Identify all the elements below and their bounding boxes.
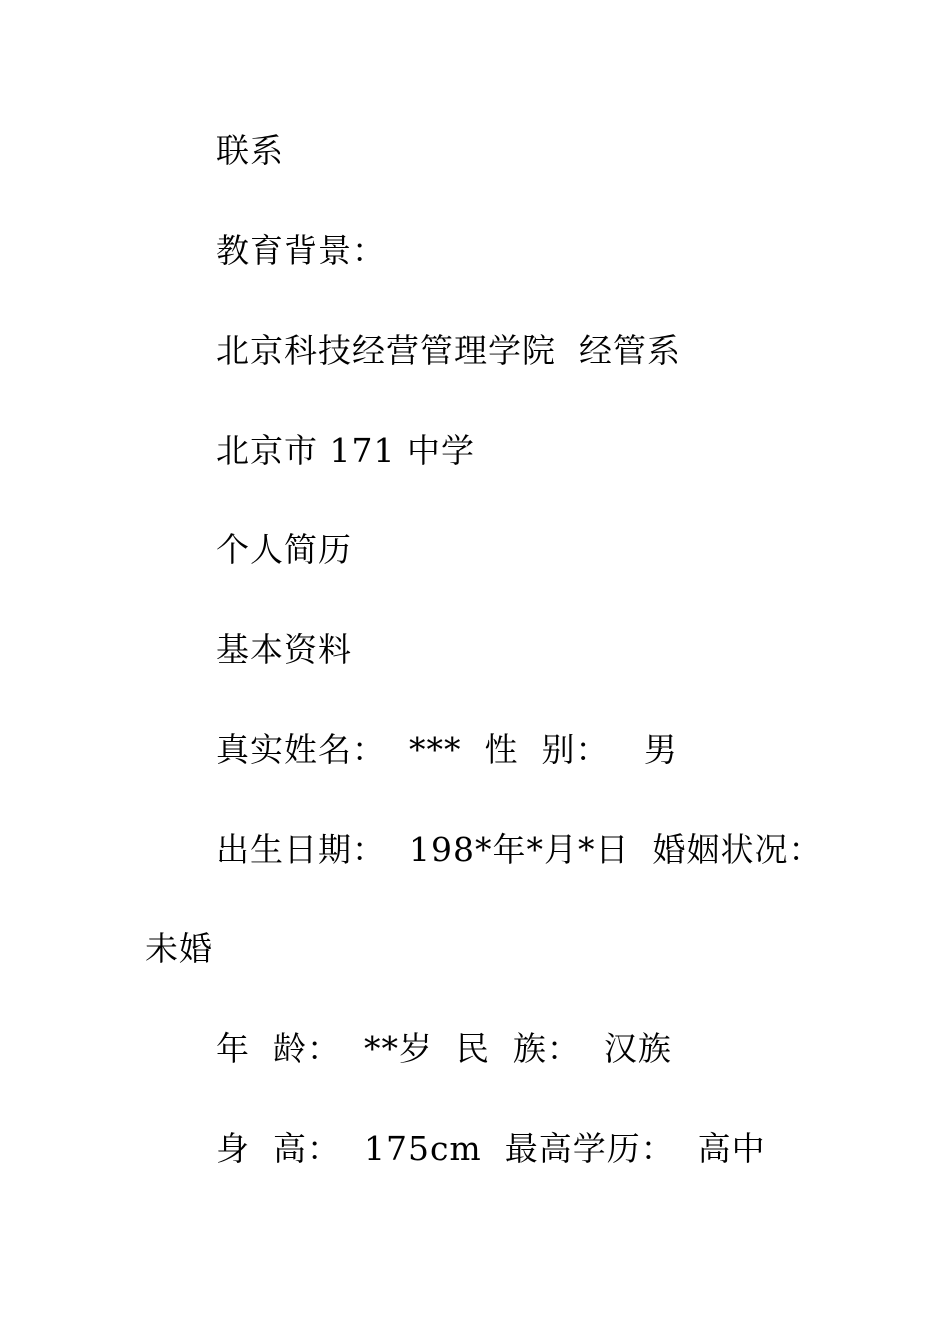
name-gender-line: 真实姓名： *** 性 别： 男 [216, 730, 678, 769]
height-education-line: 身 高： 175cm 最高学历： 高中 [216, 1129, 766, 1168]
contact-heading: 联系 [216, 131, 284, 170]
education-item-college: 北京科技经营管理学院 经管系 [216, 331, 681, 370]
resume-heading: 个人简历 [216, 530, 352, 569]
age-ethnicity-line: 年 龄： **岁 民 族： 汉族 [216, 1029, 672, 1068]
birth-marital-line: 出生日期： 198*年*月*日 婚姻状况： [216, 830, 823, 869]
education-heading: 教育背景： [216, 231, 386, 270]
marital-status-value: 未婚 [145, 929, 213, 968]
education-item-highschool: 北京市 171 中学 [216, 431, 475, 470]
basic-info-heading: 基本资料 [216, 630, 352, 669]
